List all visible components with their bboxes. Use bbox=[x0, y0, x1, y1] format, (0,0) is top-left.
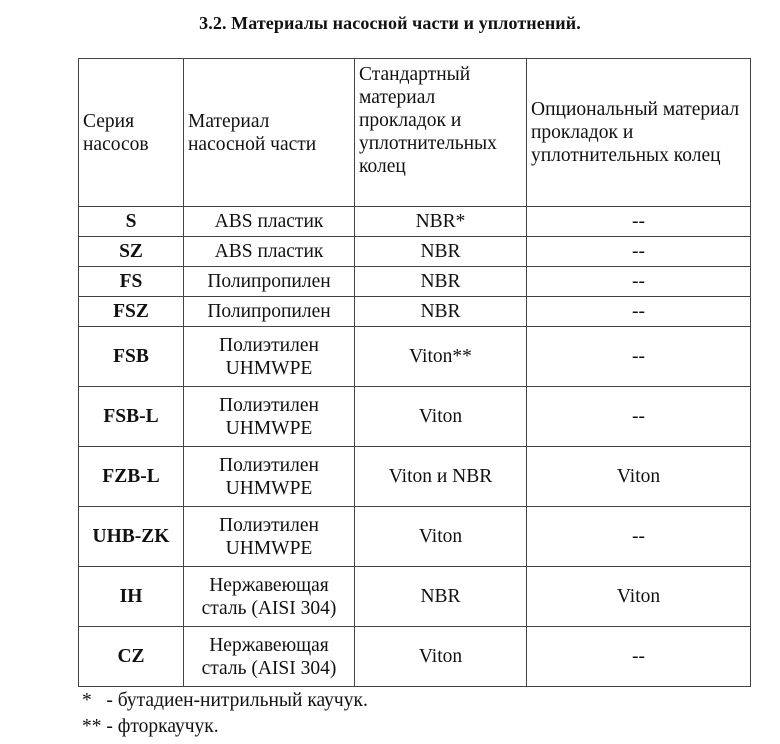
table-row bbox=[79, 567, 751, 627]
material-cell: Полипропилен bbox=[184, 297, 355, 327]
material-cell: Полиэтилен UHMWPE bbox=[184, 447, 355, 507]
material-cell: Нержавеющая сталь (AISI 304) bbox=[184, 627, 355, 687]
series-cell: FS bbox=[79, 267, 184, 297]
optional-seal-cell: -- bbox=[527, 207, 751, 237]
table-row bbox=[79, 207, 751, 237]
header-series: Серия насосов bbox=[79, 59, 184, 207]
materials-table bbox=[78, 58, 751, 687]
standard-seal-cell: Viton bbox=[355, 387, 527, 447]
series-cell: FSB-L bbox=[79, 387, 184, 447]
series-cell: CZ bbox=[79, 627, 184, 687]
standard-seal-cell: Viton** bbox=[355, 327, 527, 387]
standard-seal-cell: NBR bbox=[355, 297, 527, 327]
table-row bbox=[79, 387, 751, 447]
standard-seal-cell: Viton и NBR bbox=[355, 447, 527, 507]
series-cell: FZB-L bbox=[79, 447, 184, 507]
series-cell: IH bbox=[79, 567, 184, 627]
table-row bbox=[79, 237, 751, 267]
table-row bbox=[79, 297, 751, 327]
optional-seal-cell: -- bbox=[527, 627, 751, 687]
table-row bbox=[79, 327, 751, 387]
optional-seal-cell: Viton bbox=[527, 567, 751, 627]
optional-seal-cell: -- bbox=[527, 507, 751, 567]
material-cell: Нержавеющая сталь (AISI 304) bbox=[184, 567, 355, 627]
standard-seal-cell: Viton bbox=[355, 627, 527, 687]
material-cell: ABS пластик bbox=[184, 207, 355, 237]
standard-seal-cell: NBR bbox=[355, 237, 527, 267]
series-cell: FSB bbox=[79, 327, 184, 387]
series-cell: UHB-ZK bbox=[79, 507, 184, 567]
optional-seal-cell: -- bbox=[527, 237, 751, 267]
table-row bbox=[79, 627, 751, 687]
header-standard-seal: Стандартный материал прокладок и уплотнительных колец bbox=[355, 59, 527, 207]
header-optional-seal: Опциональный материал прокладок и уплотнительных колец bbox=[527, 59, 751, 207]
material-cell: Полиэтилен UHMWPE bbox=[184, 387, 355, 447]
optional-seal-cell: -- bbox=[527, 387, 751, 447]
table-row bbox=[79, 447, 751, 507]
optional-seal-cell: Viton bbox=[527, 447, 751, 507]
material-cell: Полипропилен bbox=[184, 267, 355, 297]
optional-seal-cell: -- bbox=[527, 297, 751, 327]
optional-seal-cell: -- bbox=[527, 327, 751, 387]
header-material: Материал насосной части bbox=[184, 59, 355, 207]
material-cell: ABS пластик bbox=[184, 237, 355, 267]
table-row bbox=[79, 507, 751, 567]
page-title: 3.2. Материалы насосной части и уплотнений. bbox=[199, 13, 581, 33]
standard-seal-cell: Viton bbox=[355, 507, 527, 567]
series-cell: FSZ bbox=[79, 297, 184, 327]
material-cell: Полиэтилен UHMWPE bbox=[184, 327, 355, 387]
standard-seal-cell: NBR bbox=[355, 267, 527, 297]
footnote-nbr: * - бутадиен-нитрильный каучук. bbox=[82, 690, 368, 711]
optional-seal-cell: -- bbox=[527, 267, 751, 297]
series-cell: SZ bbox=[79, 237, 184, 267]
standard-seal-cell: NBR bbox=[355, 567, 527, 627]
footnote-viton: ** - фторкаучук. bbox=[82, 716, 219, 737]
series-cell: S bbox=[79, 207, 184, 237]
material-cell: Полиэтилен UHMWPE bbox=[184, 507, 355, 567]
table-header-row bbox=[79, 59, 751, 207]
footnotes bbox=[82, 688, 368, 740]
standard-seal-cell: NBR* bbox=[355, 207, 527, 237]
table-body bbox=[79, 207, 751, 687]
table-row bbox=[79, 267, 751, 297]
